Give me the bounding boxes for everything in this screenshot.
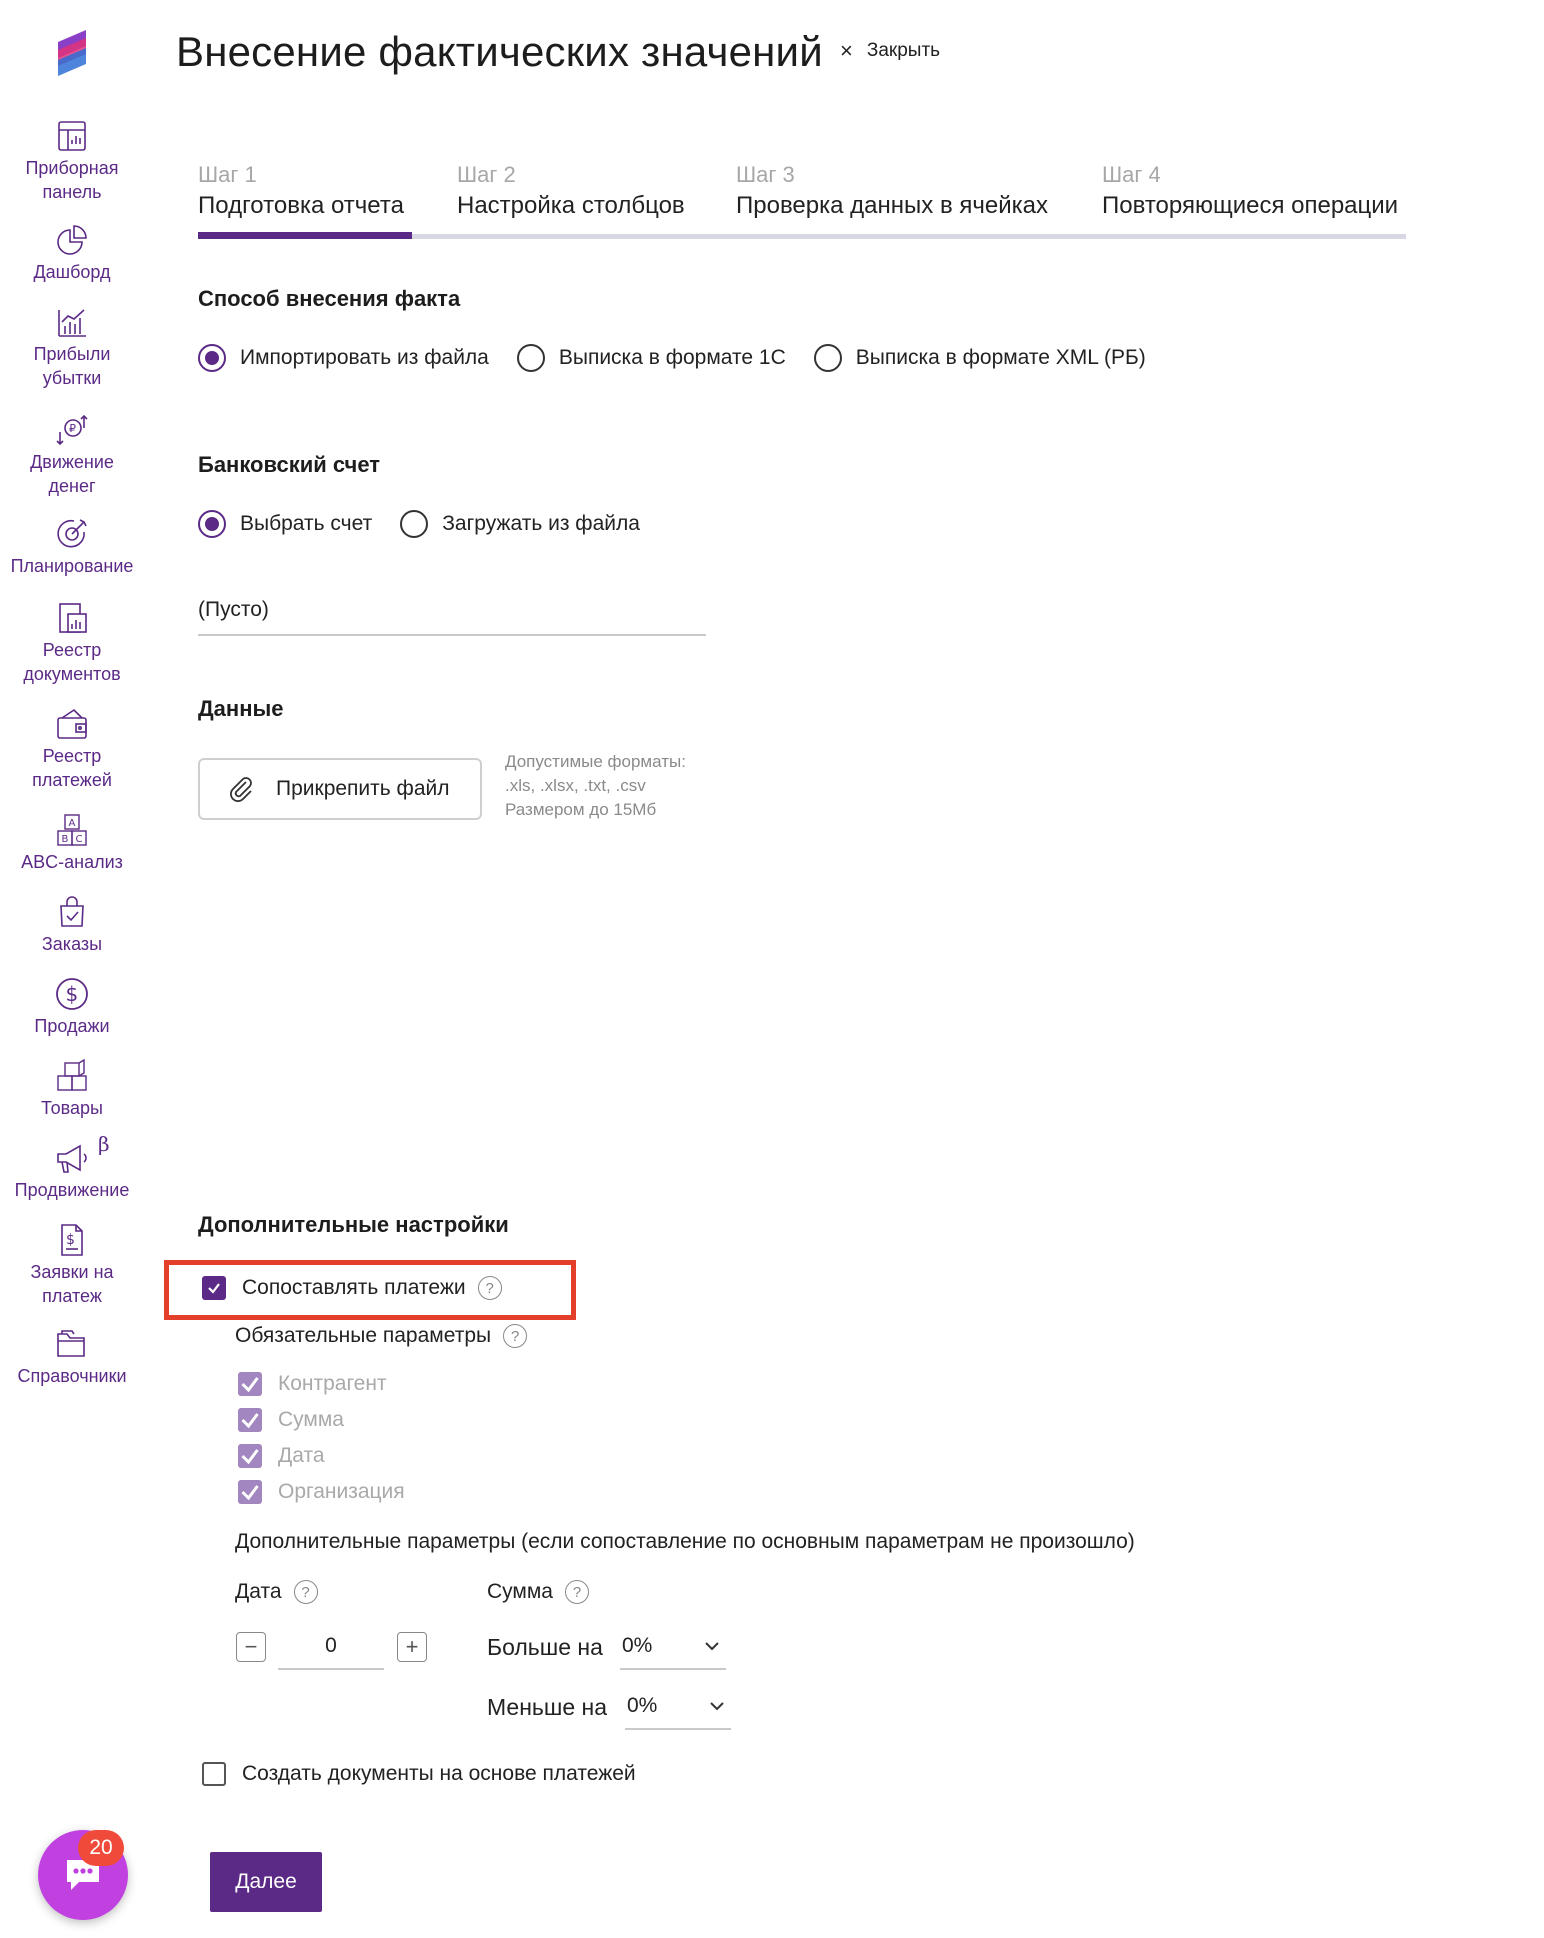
- date-decrement-button[interactable]: −: [236, 1632, 266, 1662]
- sidebar: [0, 0, 144, 1938]
- sidebar-item-profit-loss[interactable]: [0, 304, 144, 390]
- radio-label: Выписка в формате XML (РБ): [855, 346, 1146, 369]
- pie-chart-icon: [54, 222, 90, 258]
- sidebar-item-cash-flow[interactable]: [0, 412, 144, 498]
- sum-tolerance-title: [487, 1580, 589, 1604]
- bank-option-select[interactable]: [198, 510, 372, 538]
- required-param-date: [238, 1444, 325, 1468]
- sidebar-item-label: платежей: [32, 770, 112, 790]
- sidebar-item-documents-registry[interactable]: [0, 600, 144, 686]
- step-name: Повторяющиеся операции: [1102, 192, 1399, 219]
- next-button[interactable]: Далее: [210, 1852, 322, 1912]
- close-button[interactable]: [840, 40, 940, 62]
- more-by-value: 0%: [622, 1634, 653, 1657]
- date-tolerance-input[interactable]: 0: [278, 1624, 384, 1670]
- page-title: Внесение фактических значений: [176, 28, 823, 75]
- chat-unread-badge: 20: [78, 1830, 124, 1866]
- shopping-bag-icon: [54, 894, 90, 930]
- less-by-select[interactable]: [625, 1684, 731, 1730]
- radio-label: Загружать из файла: [442, 512, 640, 535]
- radio-unselected-icon: [814, 344, 842, 372]
- required-param-label: Дата: [278, 1444, 325, 1467]
- sidebar-item-label: Продвижение: [14, 1180, 130, 1200]
- help-icon[interactable]: ?: [294, 1580, 318, 1604]
- date-increment-button[interactable]: +: [397, 1632, 427, 1662]
- step-number: Шаг 3: [736, 162, 795, 187]
- sidebar-item-label: Движение: [30, 452, 114, 472]
- sidebar-item-label: ABC-анализ: [21, 852, 123, 872]
- required-param-label: Контрагент: [278, 1372, 387, 1395]
- sidebar-item-label: Заявки на: [30, 1262, 114, 1282]
- close-icon: ×: [840, 38, 853, 63]
- app-logo[interactable]: [52, 26, 92, 78]
- step-number: Шаг 4: [1102, 162, 1161, 187]
- sidebar-item-label: платеж: [42, 1286, 102, 1306]
- step-3[interactable]: [736, 160, 1048, 222]
- match-payments-checkbox[interactable]: [202, 1276, 502, 1300]
- required-param-label: Организация: [278, 1480, 405, 1503]
- method-section-title: Способ внесения факта: [198, 286, 461, 311]
- checkbox-disabled-checked-icon: [238, 1444, 262, 1468]
- help-icon[interactable]: ?: [503, 1324, 527, 1348]
- sidebar-item-payment-requests[interactable]: [0, 1222, 144, 1308]
- step-1[interactable]: [198, 160, 404, 222]
- extra-section-title: Дополнительные настройки: [198, 1212, 509, 1237]
- sidebar-item-planning[interactable]: [0, 516, 144, 578]
- step-name: Настройка столбцов: [457, 192, 685, 219]
- more-by-label: Больше на: [487, 1634, 603, 1660]
- sidebar-item-dashboard[interactable]: [0, 222, 144, 284]
- formats-line: .xls, .xlsx, .txt, .csv: [505, 776, 646, 795]
- dollar-icon: [54, 976, 90, 1012]
- required-param-organization: [238, 1480, 405, 1504]
- less-by-label: Меньше на: [487, 1694, 608, 1720]
- formats-line: Размером до 15Мб: [505, 800, 657, 819]
- checkbox-disabled-checked-icon: [238, 1408, 262, 1432]
- step-name: Проверка данных в ячейках: [736, 192, 1048, 219]
- formats-line: Допустимые форматы:: [505, 752, 686, 771]
- sidebar-item-sales[interactable]: [0, 976, 144, 1038]
- sidebar-item-orders[interactable]: [0, 894, 144, 956]
- beta-badge: β: [98, 1132, 110, 1156]
- bank-account-select[interactable]: (Пусто): [198, 596, 706, 636]
- sidebar-item-abc-analysis[interactable]: [0, 812, 144, 874]
- svg-text:A: A: [68, 818, 76, 829]
- required-param-amount: [238, 1408, 344, 1432]
- sidebar-item-label: документов: [23, 664, 121, 684]
- svg-text:$: $: [65, 982, 79, 1006]
- sum-label: Сумма: [487, 1580, 553, 1603]
- sidebar-item-promotion[interactable]: [0, 1132, 144, 1202]
- sidebar-item-products[interactable]: [0, 1058, 144, 1120]
- radio-selected-icon: [198, 344, 226, 372]
- radio-unselected-icon: [517, 344, 545, 372]
- sidebar-item-label: убытки: [42, 368, 102, 388]
- steps-progress-active: [198, 232, 412, 239]
- sidebar-item-label: Товары: [41, 1098, 103, 1118]
- paperclip-icon: [226, 774, 256, 804]
- folder-icon: [54, 1326, 90, 1362]
- attach-file-label: Прикрепить файл: [276, 777, 450, 800]
- date-label: Дата: [235, 1580, 282, 1603]
- additional-params-label: Дополнительные параметры (если сопоставление по основным параметрам не произошло): [235, 1530, 1135, 1553]
- match-payments-label: Сопоставлять платежи: [242, 1276, 466, 1299]
- sidebar-item-label: Продажи: [34, 1016, 110, 1036]
- sidebar-item-label: Справочники: [17, 1366, 127, 1386]
- bar-chart-icon: [54, 304, 90, 340]
- sidebar-item-label: денег: [48, 476, 96, 496]
- help-icon[interactable]: ?: [565, 1580, 589, 1604]
- help-icon[interactable]: ?: [478, 1276, 502, 1300]
- svg-text:B: B: [61, 834, 69, 845]
- required-params-title: [235, 1324, 527, 1348]
- less-by-value: 0%: [627, 1694, 658, 1717]
- target-icon: [54, 516, 90, 552]
- megaphone-icon: [54, 1140, 90, 1176]
- checkbox-disabled-checked-icon: [238, 1372, 262, 1396]
- sidebar-item-label: Приборная: [25, 158, 119, 178]
- sidebar-item-label: Дашборд: [33, 262, 111, 282]
- method-radio-group: [198, 344, 1174, 372]
- sidebar-item-label: Реестр: [42, 640, 102, 660]
- radio-label: Выбрать счет: [240, 512, 373, 535]
- radio-selected-icon: [198, 510, 226, 538]
- create-documents-label: Создать документы на основе платежей: [242, 1762, 636, 1785]
- wizard-steps: [198, 160, 1406, 240]
- svg-text:C: C: [75, 834, 83, 845]
- bank-radio-group: [198, 510, 668, 538]
- radio-label: Импортировать из файла: [240, 346, 489, 369]
- step-number: Шаг 2: [457, 162, 516, 187]
- sidebar-item-label: панель: [42, 182, 102, 202]
- money-flow-icon: [54, 412, 90, 448]
- step-4[interactable]: [1102, 160, 1398, 222]
- close-label: Закрыть: [866, 40, 941, 61]
- wallet-icon: [54, 706, 90, 742]
- sidebar-item-payments-registry[interactable]: [0, 706, 144, 792]
- abc-blocks-icon: [54, 812, 90, 848]
- dashboard-panel-icon: [54, 118, 90, 154]
- step-name: Подготовка отчета: [198, 192, 404, 219]
- method-option-xml[interactable]: [814, 344, 1146, 372]
- required-params-label: Обязательные параметры: [235, 1324, 492, 1347]
- radio-label: Выписка в формате 1С: [558, 346, 786, 369]
- chevron-down-icon: [707, 1696, 727, 1716]
- sidebar-item-dashboard-panel[interactable]: [0, 118, 144, 204]
- create-documents-checkbox[interactable]: [202, 1762, 636, 1786]
- required-param-label: Сумма: [278, 1408, 344, 1431]
- step-2[interactable]: [457, 160, 685, 222]
- bank-section-title: Банковский счет: [198, 452, 381, 477]
- step-number: Шаг 1: [198, 162, 257, 187]
- date-tolerance-title: [235, 1580, 318, 1604]
- payment-request-icon: [54, 1222, 90, 1258]
- svg-text:$: $: [66, 1232, 75, 1248]
- data-section-title: Данные: [198, 696, 284, 721]
- sidebar-item-references[interactable]: [0, 1326, 144, 1388]
- more-by-select[interactable]: [620, 1624, 726, 1670]
- sidebar-item-label: Планирование: [10, 556, 134, 576]
- required-param-counterparty: [238, 1372, 387, 1396]
- documents-icon: [54, 600, 90, 636]
- chevron-down-icon: [702, 1636, 722, 1656]
- checkbox-disabled-checked-icon: [238, 1480, 262, 1504]
- radio-unselected-icon: [400, 510, 428, 538]
- file-formats-hint: [505, 750, 686, 822]
- attach-file-button[interactable]: [198, 758, 482, 820]
- method-option-import[interactable]: [198, 344, 489, 372]
- sidebar-item-label: Реестр: [42, 746, 102, 766]
- checkbox-checked-icon: [202, 1276, 226, 1300]
- svg-text:₽: ₽: [69, 422, 76, 435]
- boxes-icon: [54, 1058, 90, 1094]
- bank-option-from-file[interactable]: [400, 510, 640, 538]
- sidebar-item-label: Прибыли: [33, 344, 111, 364]
- checkbox-unchecked-icon: [202, 1762, 226, 1786]
- sidebar-item-label: Заказы: [41, 934, 103, 954]
- method-option-1c[interactable]: [517, 344, 786, 372]
